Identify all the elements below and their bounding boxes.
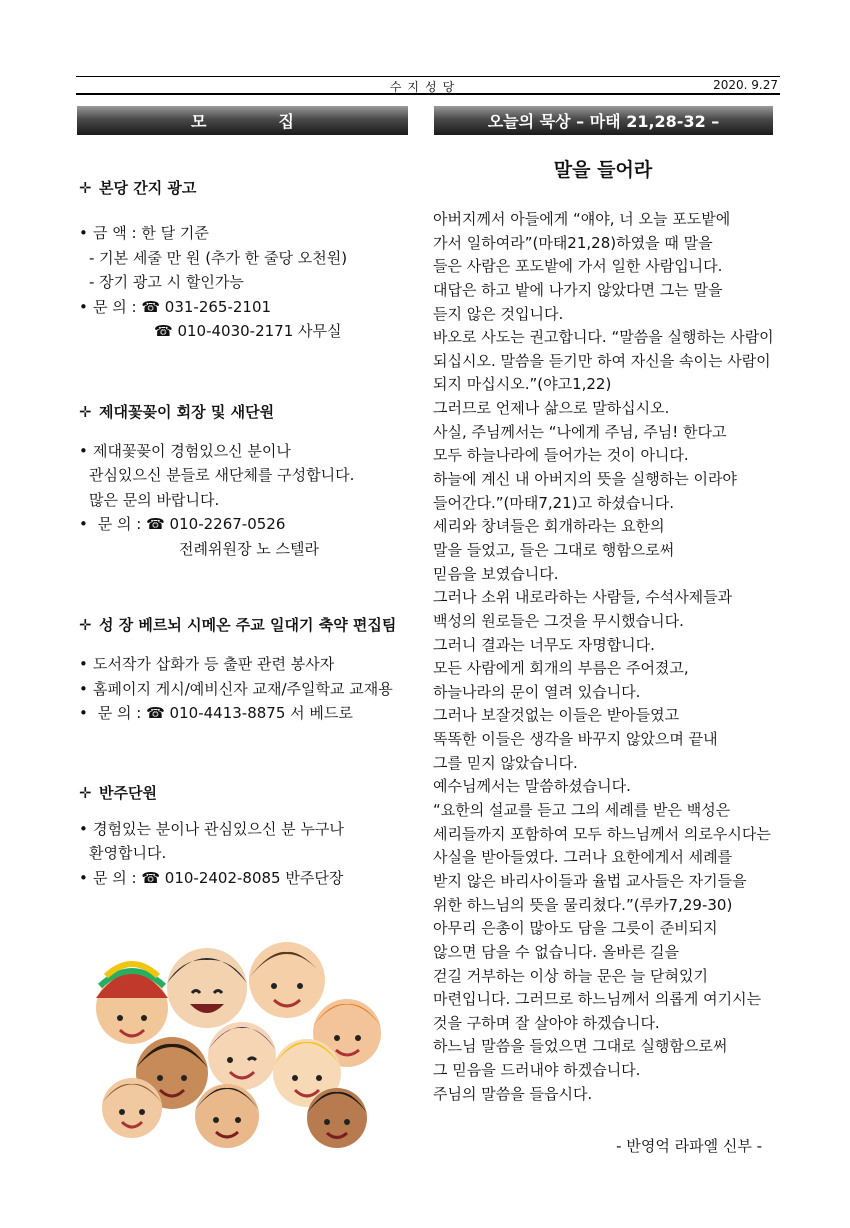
section-title-text: 성 장 베르뇌 시메온 주교 일대기 축약 편집팀 (99, 616, 397, 634)
section-title (79, 400, 414, 424)
face (208, 1022, 276, 1090)
article-title: 말을 들어라 (553, 159, 653, 181)
article-line: 걷길 거부하는 이상 하늘 문은 늘 닫혀있기 (433, 966, 708, 985)
list-item: • 문 의 : ☎ 031-265-2101 (79, 297, 272, 316)
list-item: • 문 의 : ☎ 010-2267-0526 (79, 515, 286, 533)
article-line: 하느님 말씀을 들었으면 그대로 실행함으로써 (433, 1037, 728, 1056)
face (307, 1088, 367, 1148)
list-item: 관심있으신 분들로 새단체를 구성합니다. (89, 466, 355, 484)
header-date: 2020. 9.27 (713, 78, 778, 92)
article-line: 모두 하늘나라에 들어가는 것이 아니다. (433, 446, 689, 465)
section-title (79, 176, 414, 200)
section-title (79, 613, 414, 637)
article-line: 똑똑한 이들은 생각을 바꾸지 않았으며 끝내 (433, 730, 718, 749)
article-line: 주님의 말씀을 들읍시다. (433, 1084, 593, 1103)
section-title-text: 반주단원 (99, 783, 157, 802)
article-line: 되지 마십시오.”(야고1,22) (433, 375, 612, 394)
article-line: 하늘에 계신 내 아버지의 뜻을 실행하는 이라야 (433, 470, 737, 489)
list-item: • 경험있는 분이나 관심있으신 분 누구나 (79, 819, 344, 838)
list-item: - 장기 광고 시 할인가능 (89, 273, 244, 291)
article-line: 않으면 담을 수 없습니다. 올바른 길을 (433, 942, 679, 961)
cross-icon: ✛ (79, 402, 92, 421)
article-line: 들은 사람은 포도밭에 가서 일한 사람입니다. (433, 257, 723, 276)
recruitment-column (79, 176, 414, 890)
list-item: • 홈페이지 게시/예비신자 교재/주일학교 교재용 (79, 679, 393, 698)
article-line: 그러므로 언제나 삶으로 말하십시오. (433, 399, 670, 418)
article-line: 사실, 주님께서는 “나에게 주님, 주님! 한다고 (433, 422, 727, 441)
article-line: 것을 구하며 잘 살아야 하겠습니다. (433, 1013, 660, 1032)
list-item: ☎ 010-4030-2171 사무실 (154, 322, 342, 340)
meditation-header-bar: 오늘의 묵상 – 마태 21,28-32 – (434, 106, 773, 135)
article-line: 그 믿음을 드러내야 하겠습니다. (433, 1061, 641, 1080)
author-signature: - 반영억 라파엘 신부 - (616, 1137, 762, 1155)
article-line: 마련입니다. 그러므로 하느님께서 의롭게 여기시는 (433, 990, 762, 1009)
section-title-text: 제대꽃꽂이 회장 및 새단원 (99, 402, 275, 421)
article-line: 사실을 받아들였다. 그러나 요한에게서 세례를 (433, 848, 733, 867)
article-line: 바오로 사도는 권고합니다. “말씀을 실행하는 사람이 (433, 328, 774, 347)
header-top-rule (76, 76, 780, 77)
article-line: 아무리 은총이 많아도 담을 그릇이 준비되지 (433, 919, 718, 938)
face (102, 1078, 162, 1138)
article-line: 그러니 결과는 너무도 자명합니다. (433, 635, 655, 654)
flower-section (79, 400, 414, 562)
header-parish-name: 수지성당 (389, 80, 461, 94)
article-line: 그러나 소위 내로라하는 사람들, 수석사제들과 (433, 588, 733, 607)
article-line: 믿음을 보였습니다. (433, 564, 559, 583)
article-line: 받지 않은 바리사이들과 율법 교사들은 자기들을 (433, 871, 747, 890)
editing-team-section (79, 613, 414, 726)
article-line: 위한 하느님의 뜻을 물리쳤다.”(루카7,29-30) (433, 895, 733, 914)
article-line: 모든 사람에게 회개의 부름은 주어졌고, (433, 659, 689, 678)
article-line: 세리들까지 포함하여 모두 하느님께서 의로우시다는 (433, 824, 771, 843)
cross-icon: ✛ (79, 179, 92, 197)
header-bottom-rule (76, 93, 780, 95)
list-item: - 기본 세줄 만 원 (추가 한 줄당 오천원) (89, 248, 348, 267)
list-item: 많은 문의 바랍니다. (89, 490, 220, 509)
article-line: 그러나 보잘것없는 이들은 받아들였고 (433, 706, 680, 725)
list-item: • 문 의 : ☎ 010-2402-8085 반주단장 (79, 868, 344, 887)
face (249, 942, 325, 1018)
section-title-text: 본당 간지 광고 (99, 179, 197, 197)
list-item: • 도서작가 삽화가 등 출판 관련 봉사자 (79, 655, 335, 673)
article-line: 듣지 않은 것입니다. (433, 304, 564, 323)
list-item: 환영합니다. (89, 844, 167, 862)
article-line: 하늘나라의 문이 열려 있습니다. (433, 682, 641, 701)
face (195, 1084, 259, 1148)
cross-icon: ✛ (79, 616, 92, 634)
article-line: 대답은 하고 밭에 나가지 않았다면 그는 말을 (433, 280, 723, 299)
article-body (433, 208, 778, 1106)
cross-icon: ✛ (79, 783, 92, 802)
article-line: “요한의 설교를 듣고 그의 세례를 받은 백성은 (433, 801, 731, 820)
list-item: • 금 액 : 한 달 기준 (79, 224, 209, 242)
face (96, 964, 168, 1044)
article-line: 들어간다.”(마태7,21)고 하셨습니다. (433, 493, 675, 512)
recruitment-header-bar: 모집 (77, 106, 408, 135)
ad-section (79, 176, 414, 344)
smiling-faces-illustration (92, 938, 382, 1150)
face (167, 948, 247, 1028)
article-line: 가서 일하여라”(마태21,28)하였을 때 말을 (433, 233, 713, 252)
list-item: 전례위원장 노 스텔라 (179, 539, 319, 558)
article-line: 되십시오. 말씀을 듣기만 하여 자신을 속이는 사람이 (433, 351, 771, 370)
list-item: • 제대꽃꽂이 경험있으신 분이나 (79, 441, 291, 460)
list-item: • 문 의 : ☎ 010-4413-8875 서 베드로 (79, 704, 353, 722)
article-line: 말을 들었고, 들은 그대로 행함으로써 (433, 540, 675, 559)
article-line: 그를 믿지 않았습니다. (433, 753, 578, 772)
article-line: 세리와 창녀들은 회개하라는 요한의 (433, 517, 665, 536)
article-line: 백성의 원로들은 그것을 무시했습니다. (433, 611, 684, 630)
article-line: 아버지께서 아들에게 “얘야, 너 오늘 포도밭에 (433, 210, 731, 228)
article-line: 예수님께서는 말씀하셨습니다. (433, 777, 631, 796)
accompanist-section (79, 781, 414, 891)
section-title (79, 781, 414, 805)
